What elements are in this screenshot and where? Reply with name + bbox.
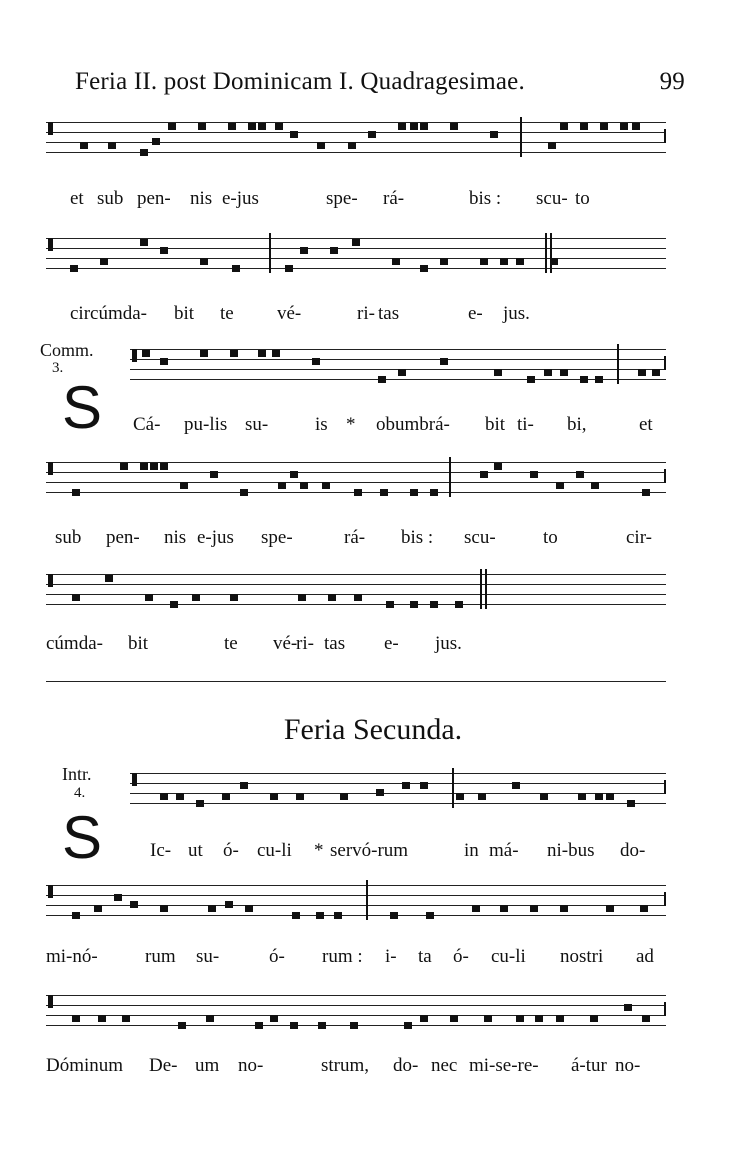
neume xyxy=(317,142,325,149)
neume xyxy=(390,912,398,919)
neume xyxy=(292,912,300,919)
neume xyxy=(316,912,324,919)
neume xyxy=(222,793,230,800)
neume xyxy=(140,239,148,246)
lyric-syllable: um xyxy=(195,1055,220,1076)
do-clef xyxy=(48,885,53,898)
lyric-syllable: ti- xyxy=(517,414,534,435)
neume xyxy=(398,123,406,130)
neume xyxy=(200,350,208,357)
neume xyxy=(72,594,80,601)
neume xyxy=(580,123,588,130)
lyric-syllable: Ic- xyxy=(150,840,172,861)
neume xyxy=(318,1022,326,1029)
bar-line xyxy=(269,233,271,273)
neume xyxy=(512,782,520,789)
neume xyxy=(480,258,488,265)
neume xyxy=(296,793,304,800)
staff-line xyxy=(46,132,666,133)
neume xyxy=(228,123,236,130)
neume xyxy=(354,594,362,601)
intr-initial: S xyxy=(62,804,103,871)
lyric-syllable: su- xyxy=(196,946,220,967)
lyric-syllable: e-jus xyxy=(222,188,259,209)
neume xyxy=(70,265,78,272)
neume xyxy=(450,123,458,130)
lyric-syllable: vé- xyxy=(277,303,302,324)
staff-line xyxy=(46,895,666,896)
neume xyxy=(410,489,418,496)
comm-label: Comm. xyxy=(40,340,94,360)
staff-line xyxy=(46,604,666,605)
custos xyxy=(664,892,666,906)
lyric-syllable: mi-nó- xyxy=(46,946,98,967)
neume xyxy=(632,123,640,130)
neume xyxy=(410,123,418,130)
neume xyxy=(516,1015,524,1022)
neume xyxy=(145,594,153,601)
lyric-syllable: nis xyxy=(164,527,187,548)
do-clef xyxy=(48,995,53,1008)
neume xyxy=(230,594,238,601)
lyric-syllable: rá- xyxy=(344,527,366,548)
lyric-syllable: no- xyxy=(615,1055,641,1076)
lyric-syllable: De- xyxy=(149,1055,178,1076)
lyric-syllable: jus. xyxy=(503,303,530,324)
lyric-syllable: rum : xyxy=(322,946,363,967)
neume xyxy=(290,131,298,138)
staff-line xyxy=(46,1015,666,1016)
lyric-syllable: * xyxy=(314,840,324,861)
lyric-syllable: tas xyxy=(378,303,400,324)
neume xyxy=(290,1022,298,1029)
lyric-syllable: Cá- xyxy=(133,414,161,435)
staff-line xyxy=(46,268,666,269)
neume xyxy=(108,142,116,149)
custos xyxy=(664,780,666,794)
neume xyxy=(354,489,362,496)
neume xyxy=(595,376,603,383)
lyric-syllable: scu- xyxy=(464,527,496,548)
lyric-syllable: to xyxy=(575,188,590,209)
lyric-syllable: tas xyxy=(324,633,346,654)
neume xyxy=(160,905,168,912)
staff-line xyxy=(130,773,666,774)
double-bar xyxy=(480,569,487,609)
staff-system xyxy=(46,880,666,920)
neume xyxy=(398,369,406,376)
lyric-syllable: do- xyxy=(393,1055,419,1076)
lyric-syllable: ri- xyxy=(357,303,375,324)
staff-line xyxy=(46,462,666,463)
bar-line xyxy=(452,768,454,808)
bar-line xyxy=(366,880,368,920)
lyric-syllable: cu-li xyxy=(257,840,292,861)
lyric-syllable: ni-bus xyxy=(547,840,595,861)
staff-system xyxy=(130,344,666,384)
lyric-syllable: no- xyxy=(238,1055,264,1076)
neume xyxy=(544,369,552,376)
neume xyxy=(100,258,108,265)
neume xyxy=(298,594,306,601)
neume xyxy=(535,1015,543,1022)
lyric-syllable: e-jus xyxy=(197,527,234,548)
staff-line xyxy=(46,248,666,249)
neume xyxy=(198,123,206,130)
neume xyxy=(200,258,208,265)
neume xyxy=(170,601,178,608)
staff-line xyxy=(46,152,666,153)
neume xyxy=(168,123,176,130)
neume xyxy=(210,471,218,478)
comm-number: 3. xyxy=(52,360,64,376)
intr-number: 4. xyxy=(74,785,86,801)
neume xyxy=(410,601,418,608)
section-divider xyxy=(46,681,666,682)
neume xyxy=(192,594,200,601)
neume xyxy=(386,601,394,608)
neume xyxy=(275,123,283,130)
lyric-syllable: ut xyxy=(188,840,203,861)
lyric-syllable: ta xyxy=(418,946,432,967)
neume xyxy=(624,1004,632,1011)
lyric-syllable: spe- xyxy=(261,527,293,548)
neume xyxy=(556,482,564,489)
neume xyxy=(152,138,160,145)
staff-line xyxy=(46,472,666,473)
neume xyxy=(472,905,480,912)
lyric-syllable: pu-lis xyxy=(184,414,228,435)
custos xyxy=(664,356,666,370)
neume xyxy=(560,123,568,130)
neume xyxy=(540,793,548,800)
lyric-syllable: cir- xyxy=(626,527,652,548)
lyric-syllable: cúmda- xyxy=(46,633,103,654)
custos xyxy=(664,129,666,143)
neume xyxy=(494,369,502,376)
neume xyxy=(176,793,184,800)
neume xyxy=(638,369,646,376)
lyric-syllable: á-tur xyxy=(571,1055,607,1076)
lyric-syllable: vé- xyxy=(273,633,298,654)
staff-line xyxy=(46,142,666,143)
neume xyxy=(606,793,614,800)
staff-system xyxy=(46,569,666,609)
neume xyxy=(160,358,168,365)
neume xyxy=(278,482,286,489)
lyric-syllable: su- xyxy=(245,414,269,435)
neume xyxy=(530,471,538,478)
neume xyxy=(404,1022,412,1029)
neume xyxy=(530,905,538,912)
staff-line xyxy=(46,905,666,906)
staff-system xyxy=(46,457,666,497)
neume xyxy=(516,258,524,265)
neume xyxy=(378,376,386,383)
neume xyxy=(300,247,308,254)
neume xyxy=(105,575,113,582)
neume xyxy=(240,782,248,789)
neume xyxy=(600,123,608,130)
lyric-syllable: te xyxy=(220,303,234,324)
neume xyxy=(180,482,188,489)
staff-line xyxy=(46,915,666,916)
lyric-syllable: sub xyxy=(55,527,82,548)
neume xyxy=(206,1015,214,1022)
bar-line xyxy=(449,457,451,497)
neume xyxy=(560,369,568,376)
neume xyxy=(328,594,336,601)
lyric-syllable: te xyxy=(224,633,238,654)
neume xyxy=(178,1022,186,1029)
neume xyxy=(580,376,588,383)
neume xyxy=(98,1015,106,1022)
neume xyxy=(456,793,464,800)
do-clef xyxy=(48,462,53,475)
neume xyxy=(480,471,488,478)
neume xyxy=(500,258,508,265)
neume xyxy=(591,482,599,489)
staff-line xyxy=(46,258,666,259)
neume xyxy=(595,793,603,800)
neume xyxy=(312,358,320,365)
do-clef xyxy=(48,238,53,251)
neume xyxy=(352,239,360,246)
lyric-syllable: scu- xyxy=(536,188,568,209)
neume xyxy=(420,265,428,272)
neume xyxy=(450,1015,458,1022)
neume xyxy=(548,142,556,149)
staff-line xyxy=(130,783,666,784)
intr-label: Intr. xyxy=(62,764,92,784)
lyric-syllable: i- xyxy=(385,946,397,967)
neume xyxy=(258,350,266,357)
neume xyxy=(420,123,428,130)
neume xyxy=(230,350,238,357)
neume xyxy=(500,905,508,912)
neume xyxy=(80,142,88,149)
neume xyxy=(122,1015,130,1022)
neume xyxy=(627,800,635,807)
neume xyxy=(300,482,308,489)
neume xyxy=(225,901,233,908)
neume xyxy=(484,1015,492,1022)
header-title: Feria II. post Dominicam I. Quadragesimae. xyxy=(75,68,525,95)
neume xyxy=(620,123,628,130)
neume xyxy=(455,601,463,608)
neume xyxy=(440,258,448,265)
neume xyxy=(420,1015,428,1022)
neume xyxy=(245,905,253,912)
neume xyxy=(350,1022,358,1029)
neume xyxy=(196,800,204,807)
do-clef xyxy=(48,122,53,135)
neume xyxy=(160,247,168,254)
section-title: Feria Secunda. xyxy=(283,713,463,746)
lyric-syllable: bit xyxy=(128,633,149,654)
neume xyxy=(160,793,168,800)
neume xyxy=(334,912,342,919)
neume xyxy=(590,1015,598,1022)
staff-line xyxy=(46,584,666,585)
double-bar xyxy=(545,233,552,273)
lyric-syllable: cu-li xyxy=(491,946,526,967)
lyric-syllable: ad xyxy=(636,946,654,967)
neume xyxy=(642,489,650,496)
lyric-syllable: ó- xyxy=(269,946,285,967)
staff-line xyxy=(46,574,666,575)
lyric-syllable: nostri xyxy=(560,946,604,967)
lyric-syllable: mi-se-re- xyxy=(469,1055,539,1076)
neume xyxy=(270,793,278,800)
lyric-syllable: spe- xyxy=(326,188,358,209)
neume xyxy=(140,149,148,156)
lyric-syllable: ó- xyxy=(453,946,469,967)
neume xyxy=(642,1015,650,1022)
neume xyxy=(322,482,330,489)
neume xyxy=(392,258,400,265)
neume xyxy=(560,905,568,912)
neume xyxy=(140,463,148,470)
lyric-syllable: bit xyxy=(174,303,195,324)
lyric-syllable: bit xyxy=(485,414,506,435)
staff-line xyxy=(46,122,666,123)
lyric-syllable: bis : xyxy=(469,188,502,209)
neume xyxy=(285,265,293,272)
neume xyxy=(348,142,356,149)
lyric-syllable: sub xyxy=(97,188,124,209)
lyric-syllable: rum xyxy=(145,946,176,967)
neume xyxy=(527,376,535,383)
lyric-syllable: bis : xyxy=(401,527,434,548)
lyric-syllable: in xyxy=(464,840,479,861)
neume xyxy=(494,463,502,470)
neume xyxy=(430,601,438,608)
neume xyxy=(490,131,498,138)
neume xyxy=(376,789,384,796)
neume xyxy=(208,905,216,912)
lyric-syllable: obumbrá- xyxy=(376,414,450,435)
neume xyxy=(606,905,614,912)
comm-initial: S xyxy=(62,374,103,441)
lyric-syllable: e- xyxy=(384,633,399,654)
lyric-syllable: circúmda- xyxy=(70,303,148,324)
neume xyxy=(130,901,138,908)
neume xyxy=(402,782,410,789)
page-header xyxy=(75,68,685,96)
neume xyxy=(556,1015,564,1022)
neume xyxy=(255,1022,263,1029)
staff-line xyxy=(130,359,666,360)
neume xyxy=(120,463,128,470)
neume xyxy=(72,489,80,496)
staff-line xyxy=(130,803,666,804)
staff-line xyxy=(46,1005,666,1006)
lyric-syllable: ri- xyxy=(296,633,314,654)
neume xyxy=(340,793,348,800)
lyric-syllable: jus. xyxy=(435,633,462,654)
staff-line xyxy=(46,482,666,483)
staff-system xyxy=(46,117,666,157)
neume xyxy=(652,369,660,376)
neume xyxy=(142,350,150,357)
bar-line xyxy=(617,344,619,384)
custos xyxy=(664,469,666,483)
neume xyxy=(578,793,586,800)
lyric-syllable: pen- xyxy=(106,527,140,548)
lyric-syllable: pen- xyxy=(137,188,171,209)
staff-system xyxy=(130,768,666,808)
page-number: 99 xyxy=(659,68,685,95)
neume xyxy=(248,123,256,130)
neume xyxy=(380,489,388,496)
lyric-syllable: is xyxy=(315,414,328,435)
lyric-syllable: * xyxy=(346,414,356,435)
staff-line xyxy=(46,995,666,996)
staff-system xyxy=(46,990,666,1030)
lyric-syllable: et xyxy=(70,188,84,209)
bar-line xyxy=(520,117,522,157)
do-clef xyxy=(48,574,53,587)
neume xyxy=(72,1015,80,1022)
neume xyxy=(478,793,486,800)
neume xyxy=(440,358,448,365)
neume xyxy=(94,905,102,912)
neume xyxy=(420,782,428,789)
neume xyxy=(368,131,376,138)
neume xyxy=(576,471,584,478)
lyric-syllable: servó-rum xyxy=(330,840,409,861)
neume xyxy=(640,905,648,912)
do-clef xyxy=(132,773,137,786)
neume xyxy=(150,463,158,470)
neume xyxy=(240,489,248,496)
staff-system xyxy=(46,233,666,273)
lyric-syllable: nis xyxy=(190,188,213,209)
do-clef xyxy=(132,349,137,362)
lyric-syllable: rá- xyxy=(383,188,405,209)
lyric-syllable: bi, xyxy=(567,414,587,435)
lyric-syllable: to xyxy=(543,527,558,548)
lyric-syllable: e- xyxy=(468,303,483,324)
neume xyxy=(72,912,80,919)
lyric-syllable: et xyxy=(639,414,653,435)
neume xyxy=(258,123,266,130)
neume xyxy=(270,1015,278,1022)
neume xyxy=(232,265,240,272)
lyric-syllable: má- xyxy=(489,840,519,861)
neume xyxy=(290,471,298,478)
custos xyxy=(664,1002,666,1016)
neume xyxy=(272,350,280,357)
lyric-syllable: ó- xyxy=(223,840,239,861)
neume xyxy=(160,463,168,470)
lyric-syllable: Dóminum xyxy=(46,1055,124,1076)
neume xyxy=(114,894,122,901)
neume xyxy=(426,912,434,919)
lyric-syllable: strum, xyxy=(321,1055,370,1076)
neume xyxy=(430,489,438,496)
staff-line xyxy=(130,349,666,350)
neume xyxy=(330,247,338,254)
lyric-syllable: do- xyxy=(620,840,646,861)
staff-line xyxy=(46,885,666,886)
lyric-syllable: nec xyxy=(431,1055,458,1076)
